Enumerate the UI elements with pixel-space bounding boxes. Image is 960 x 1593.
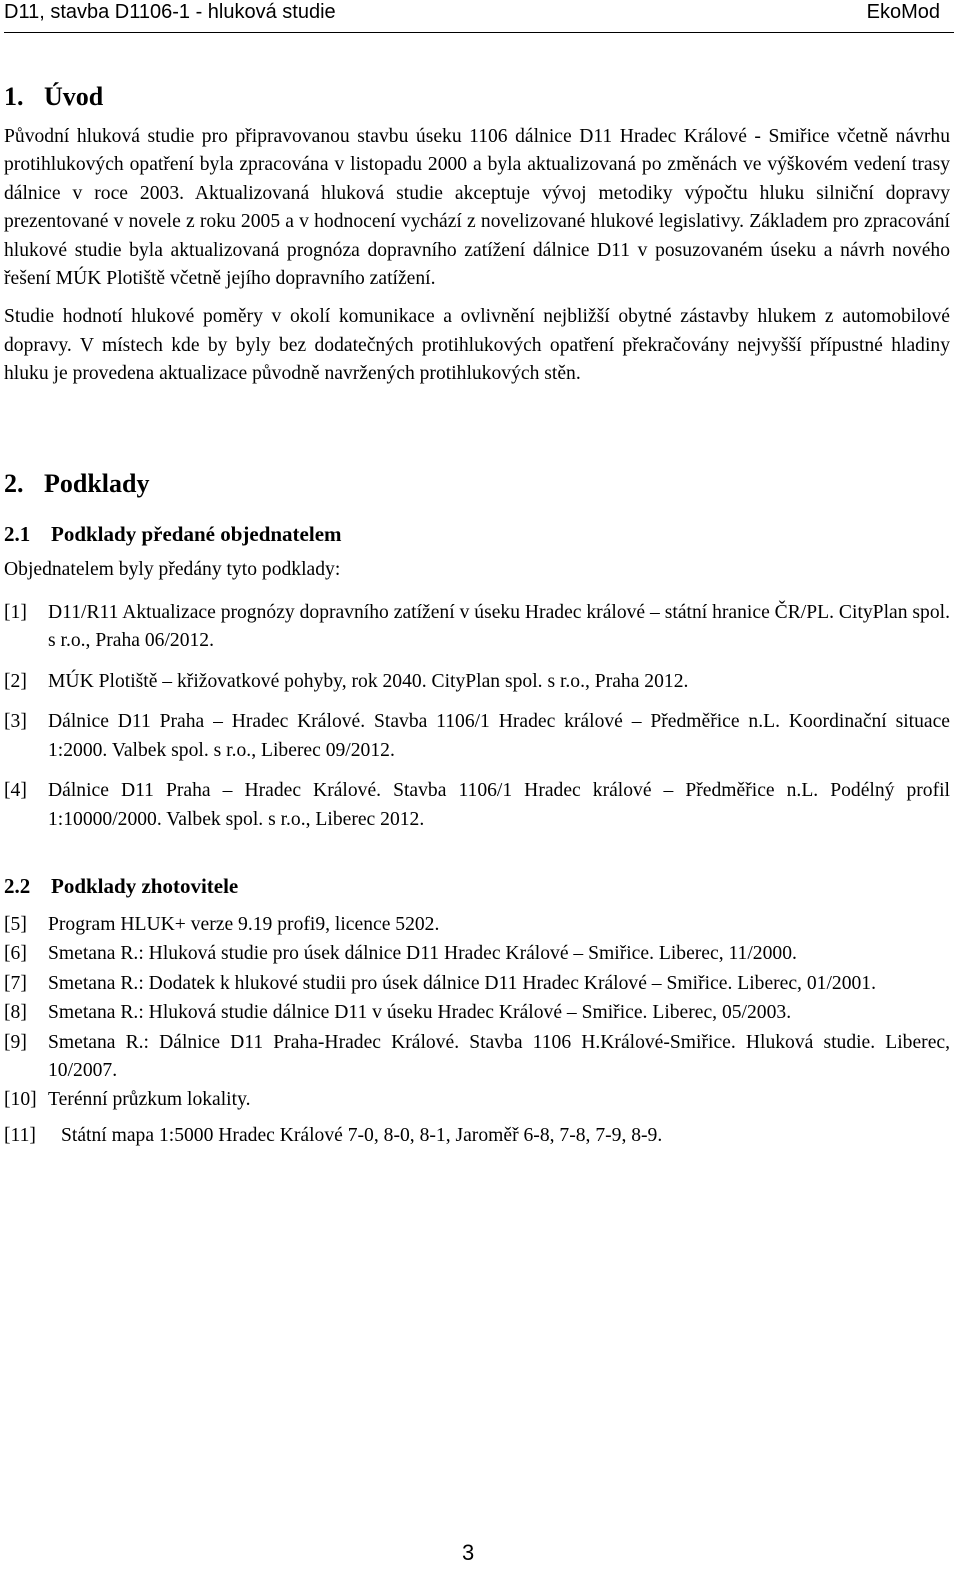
document-body xyxy=(4,75,950,1151)
reference-number: [9] xyxy=(4,1031,27,1053)
subsection-2-2-heading xyxy=(4,871,950,901)
reference-text: Státní mapa 1:5000 Hradec Králové 7-0, 8-0, 8-1, Jaroměř 6-8, 7-8, 7-9, 8-9. xyxy=(61,1124,663,1146)
page-header xyxy=(4,0,954,33)
reference-item xyxy=(4,777,950,834)
reference-item xyxy=(4,1086,950,1114)
section-title: Podklady xyxy=(44,468,150,498)
subsection-title: Podklady zhotovitele xyxy=(51,873,239,898)
intro-paragraph-1: Původní hluková studie pro připravovanou stavbu úseku 1106 dálnice D11 Hradec Králové - Smiřice včetně návrhu protihlukových opatření byla zpracována v listopadu 2000 a byla aktualizovaná po změnách ve výškovém vedení trasy dálnice v roce 2003. Aktualizovaná hluková studie akceptuje vývoj metodiky výpočtu hluku silniční dopravy prezentované v novele z roku 2005 a v hodnocení vychází z novelizované hlukové legislativy. Základem pro zpracování hlukové studie byla aktualizovaná prognóza dopravního zatížení dálnice D11 v posuzovaném úseku a návrh nového řešení MÚK Plotiště včetně jejího dopravního zatížení. xyxy=(4,126,950,290)
subsection-number: 2.1 xyxy=(4,521,31,546)
reference-item xyxy=(4,970,950,998)
reference-text: Terénní průzkum lokality. xyxy=(48,1089,251,1111)
reference-number: [7] xyxy=(4,972,27,994)
reference-list-client xyxy=(4,599,950,834)
reference-text: Smetana R.: Hluková studie dálnice D11 v úseku Hradec Králové – Smiřice. Liberec, 05/2003. xyxy=(48,1002,792,1024)
reference-item xyxy=(4,940,950,968)
section-2-heading xyxy=(4,462,950,506)
reference-text: MÚK Plotiště – křižovatkové pohyby, rok 2040. CityPlan spol. s r.o., Praha 2012. xyxy=(48,670,689,692)
reference-number: [8] xyxy=(4,1002,27,1024)
reference-list-contractor xyxy=(4,911,950,1150)
reference-item xyxy=(4,911,950,939)
reference-number: [10] xyxy=(4,1089,37,1111)
page-number: 3 xyxy=(462,1540,475,1565)
reference-text: Dálnice D11 Praha – Hradec Králové. Stavba 1106/1 Hradec králové – Předměřice n.L. Koordinační situace 1:2000. Valbek spol. s r.o., Liberec 09/2012. xyxy=(48,711,950,761)
reference-item xyxy=(4,708,950,765)
reference-text: Program HLUK+ verze 9.19 profi9, licence 5202. xyxy=(48,913,440,935)
reference-number: [11] xyxy=(4,1124,36,1146)
reference-number: [2] xyxy=(4,670,27,692)
reference-text: Smetana R.: Dálnice D11 Praha-Hradec Králové. Stavba 1106 H.Králové-Smiřice. Hluková studie. Liberec, 10/2007. xyxy=(48,1031,950,1081)
section-1-heading xyxy=(4,75,950,119)
header-document-title: D11, stavba D1106-1 - hluková studie xyxy=(4,1,336,23)
subsection-2-1-heading xyxy=(4,519,950,549)
reference-text: Smetana R.: Hluková studie pro úsek dálnice D11 Hradec Králové – Smiřice. Liberec, 11/2000. xyxy=(48,943,797,965)
reference-item xyxy=(4,668,950,696)
header-company-name: EkoMod xyxy=(866,1,940,23)
reference-text: Smetana R.: Dodatek k hlukové studii pro úsek dálnice D11 Hradec Králové – Smiřice. Liberec, 01/2001. xyxy=(48,972,876,994)
reference-text: Dálnice D11 Praha – Hradec Králové. Stavba 1106/1 Hradec králové – Předměřice n.L. Podélný profil 1:10000/2000. Valbek spol. s r.o., Liberec 2012. xyxy=(48,780,950,830)
section-number: 2. xyxy=(4,468,24,498)
reference-item xyxy=(4,599,950,656)
reference-number: [4] xyxy=(4,780,27,802)
reference-item xyxy=(4,1029,950,1086)
subsection-intro: Objednatelem byly předány tyto podklady: xyxy=(4,558,341,580)
section-number: 1. xyxy=(4,82,24,111)
subsection-number: 2.2 xyxy=(4,873,31,898)
reference-number: [3] xyxy=(4,711,27,733)
intro-paragraph-2: Studie hodnotí hlukové poměry v okolí komunikace a ovlivnění nejbližší obytné zástavby hlukem z automobilové dopravy. V místech kde by byly bez dodatečných protihlukových opatření překračovány nejvyšší přípustné hladiny hluku je provedena aktualizace původně navržených protihlukových stěn. xyxy=(4,306,950,385)
reference-number: [1] xyxy=(4,602,27,624)
subsection-title: Podklady předané objednatelem xyxy=(51,521,342,546)
reference-item xyxy=(4,999,950,1027)
reference-number: [6] xyxy=(4,943,27,965)
reference-text: D11/R11 Aktualizace prognózy dopravního zatížení v úseku Hradec králové – státní hranice ČR/PL. CityPlan spol. s r.o., Praha 06/2012. xyxy=(48,602,950,652)
reference-number: [5] xyxy=(4,913,27,935)
section-title: Úvod xyxy=(44,82,104,111)
reference-item xyxy=(4,1122,950,1150)
